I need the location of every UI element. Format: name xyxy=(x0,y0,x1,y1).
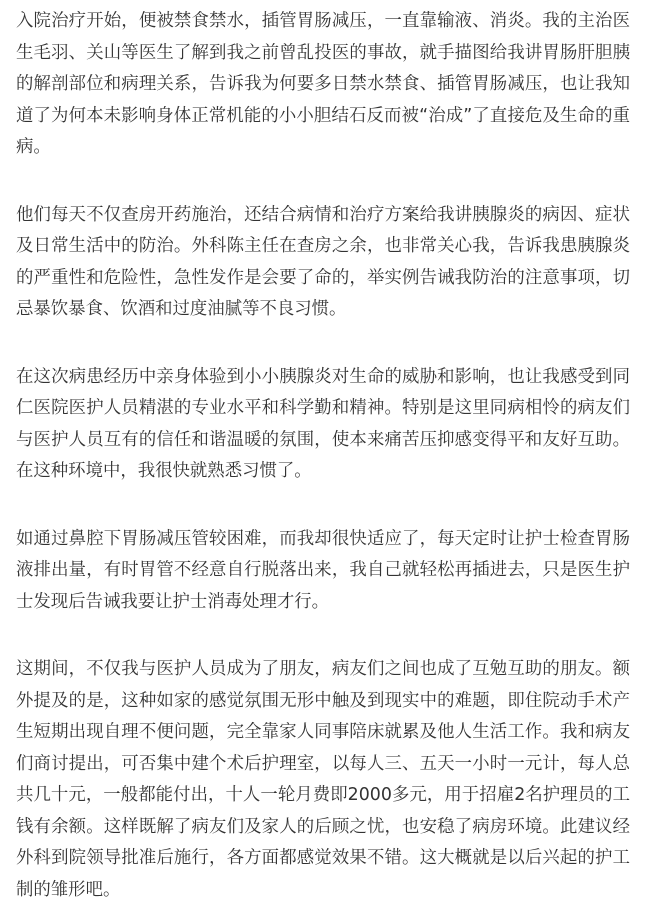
paragraph-doctor-rounds: 他们每天不仅查房开药施治，还结合病情和治疗方案给我讲胰腺炎的病因、症状及日常生活中的防治。外科陈主任在查房之余，也非常关心我，告诉我患胰腺炎的严重性和危险性，急性发作是会要了命的，举实例告诫我防治的注意事项，切忌暴饮暴食、饮酒和过度油腻等不良习惯。 xyxy=(16,204,630,319)
paragraph-admission: 入院治疗开始，便被禁食禁水，插管胃肠减压，一直靠输液、消炎。我的主治医生毛羽、关山等医生了解到我之前曾乱投医的事故，就手描图给我讲胃肠肝胆胰的解剖部位和病理关系，告诉我为何要多日禁水禁食、插管胃肠减压，也让我知道了为何本未影响身体正常机能的小小胆结石反而被“治成”了直接危及生命的重病。 xyxy=(16,11,630,157)
paragraph-hospital-experience: 在这次病患经历中亲身体验到小小胰腺炎对生命的威胁和影响，也让我感受到同仁医院医护人员精湛的专业水平和科学勤和精神。特别是这里同病相怜的病友们与医护人员互有的信任和谐温暖的氛围，使本来痛苦压抑感变得平和友好互助。在这种环境中，我很快就熟悉习惯了。 xyxy=(16,366,630,481)
paragraph-nursing-room-proposal: 这期间，不仅我与医护人员成为了朋友，病友们之间也成了互勉互助的朋友。额外提及的是，这种如家的感觉氛围无形中触及到现实中的难题，即住院动手术产生短期出现自理不便问题，完全靠家人同事陪床就累及他人生活工作。我和病友们商讨提出，可否集中建个术后护理室，以每人三、五天一小时一元计，每人总共几十元，一般都能付出，十人一轮月费即2000多元，用于招雇2名护理员的工钱有余额。这样既解了病友们及家人的后顾之忧，也安稳了病房环境。此建议经外科到院领导批准后施行，各方面都感觉效果不错。这大概就是以后兴起的护工制的雏形吧。 xyxy=(16,659,630,900)
paragraph-gastric-tube: 如通过鼻腔下胃肠减压管较困难，而我却很快适应了，每天定时让护士检查胃肠液排出量，有时胃管不经意自行脱落出来，我自己就轻松再插进去，只是医生护士发现后告诫我要让护士消毒处理才行。 xyxy=(16,528,630,612)
